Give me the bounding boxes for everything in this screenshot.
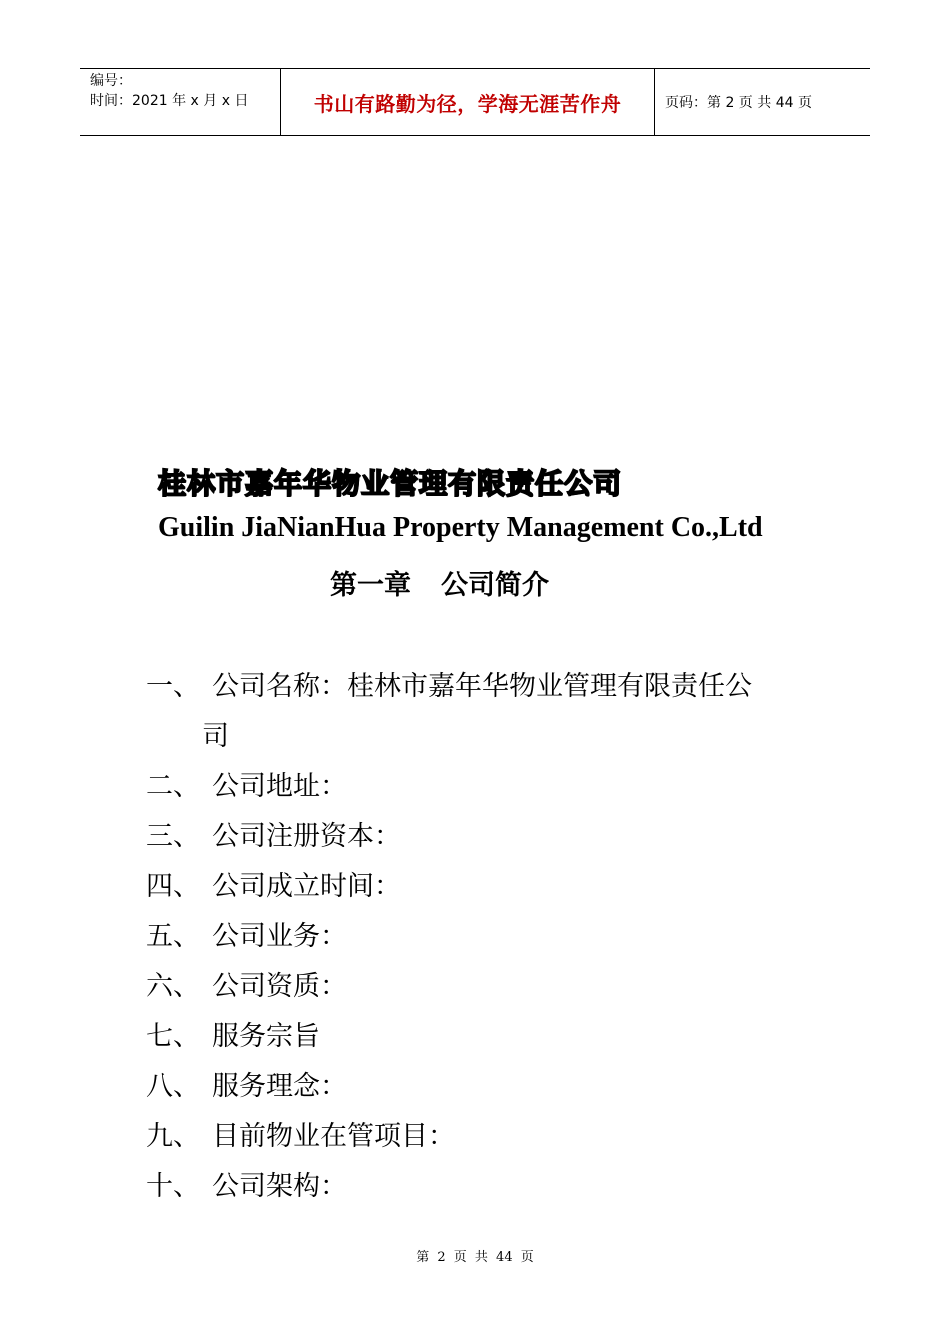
- company-name-english: Guilin JiaNianHua Property Management Co.,Ltd: [158, 512, 763, 543]
- list-item: [146, 962, 826, 1012]
- header-page-info-cell: [655, 69, 870, 135]
- header-motto: 书山有路勤为径，学海无涯苦作舟: [313, 91, 622, 116]
- header-motto-cell: [281, 69, 655, 135]
- list-item-text: 公司成立时间：: [212, 871, 401, 902]
- list-item-text: 服务理念：: [212, 1071, 347, 1102]
- list-item: [146, 1162, 826, 1212]
- list-item-number: 七、: [146, 1021, 200, 1052]
- list-item: [146, 862, 826, 912]
- page-footer: 第 2 页 共 44 页: [416, 1250, 534, 1265]
- chapter-title: 公司简介: [441, 570, 549, 601]
- list-item-text: 公司业务：: [212, 921, 347, 952]
- chapter-number: 第一章: [330, 570, 411, 601]
- list-item: [146, 912, 826, 962]
- chapter-heading: [330, 563, 549, 602]
- list-item: [146, 812, 826, 862]
- list-item-text: 公司名称：桂林市嘉年华物业管理有限责任公: [212, 671, 752, 702]
- list-item-continuation: 司: [202, 721, 229, 752]
- list-item: [146, 762, 826, 812]
- list-item-number: 五、: [146, 921, 200, 952]
- page-header: [80, 68, 870, 136]
- list-item-text: 目前物业在管项目：: [212, 1121, 455, 1152]
- list-item-number: 八、: [146, 1071, 200, 1102]
- list-item-text: 公司注册资本：: [212, 821, 401, 852]
- list-item-number: 二、: [146, 771, 200, 802]
- list-item: [146, 1062, 826, 1112]
- list-item-text: 公司资质：: [212, 971, 347, 1002]
- list-item-number: 一、: [146, 671, 200, 702]
- document-number-label: 编号：: [90, 73, 132, 89]
- header-page-info: 页码：第 2 页 共 44 页: [665, 95, 812, 111]
- list-item: [146, 662, 826, 712]
- list-item-text: 公司架构：: [212, 1171, 347, 1202]
- list-item-text: 公司地址：: [212, 771, 347, 802]
- list-item-text: 服务宗旨: [212, 1021, 320, 1052]
- list-item-number: 九、: [146, 1121, 200, 1152]
- document-time-label: 时间：2021 年 x 月 x 日: [90, 93, 249, 109]
- list-item-number: 十、: [146, 1171, 200, 1202]
- list-item-number: 三、: [146, 821, 200, 852]
- list-item-number: 六、: [146, 971, 200, 1002]
- company-profile-list: [146, 662, 826, 1212]
- header-meta: [80, 69, 281, 135]
- list-item: [146, 1012, 826, 1062]
- list-item-number: 四、: [146, 871, 200, 902]
- company-name-chinese: 桂林市嘉年华物业管理有限责任公司: [158, 467, 623, 500]
- list-item: [146, 1112, 826, 1162]
